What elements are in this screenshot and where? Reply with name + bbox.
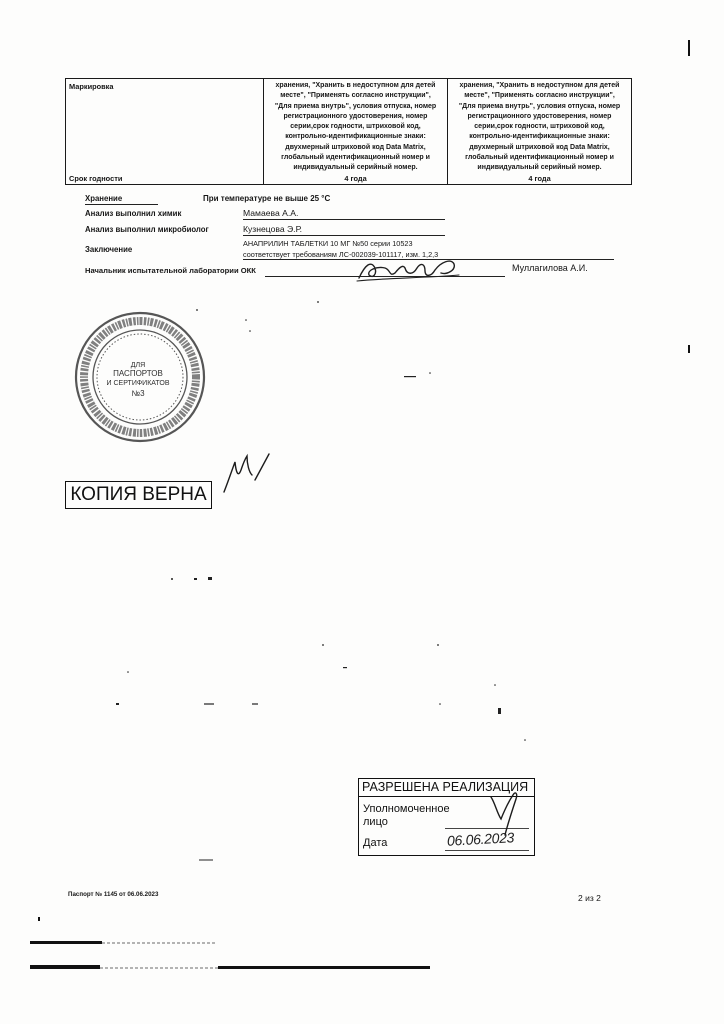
microbiologist-label: Анализ выполнил микробиолог (85, 225, 209, 234)
chemist-label: Анализ выполнил химик (85, 209, 182, 218)
shelf-life-value: 4 года (344, 174, 367, 183)
release-stamp-title: РАЗРЕШЕНА РЕАЛИЗАЦИЯ (362, 780, 529, 794)
handwritten-date: 06.06.2023 (446, 829, 515, 849)
seal-text-line: ПАСПОРТОВ (113, 369, 163, 378)
marking-line: двухмерный штриховой код Data Matrix, (469, 143, 610, 151)
seal-text-line: №3 (131, 389, 145, 398)
marking-line: регистрационного удостоверения, номер (467, 112, 612, 120)
head-name: Муллагилова А.И. (512, 263, 588, 273)
shelf-life-label: Срок годности (69, 174, 123, 183)
marking-line: двухмерный штриховой код Data Matrix, (285, 143, 426, 151)
marking-line: контрольно-идентификационные знаки: (469, 133, 610, 141)
copy-certified-stamp: КОПИЯ ВЕРНА (65, 481, 212, 509)
storage-label: Хранение (85, 194, 123, 203)
marking-line: "Для приема внутрь", условия отпуска, номер (458, 102, 621, 110)
marking-line: глобальный идентификационный номер и (281, 154, 430, 162)
marking-line: регистрационного удостоверения, номер (283, 112, 428, 120)
conclusion-product: АНАПРИЛИН ТАБЛЕТКИ 10 МГ №50 серии 10523 (243, 239, 413, 248)
microbiologist-name: Кузнецова Э.Р. (243, 224, 303, 234)
conclusion-compliance: соответствует требованиям ЛС-002039-101117, изм. 1,2,3 (243, 250, 439, 259)
shelf-life-value: 4 года (528, 174, 551, 183)
marking-line: хранения, "Хранить в недоступном для детей (275, 82, 436, 89)
marking-label: Маркировка (69, 82, 114, 91)
head-label: Начальник испытательной лаборатории ОКК (85, 266, 256, 275)
page-counter: 2 из 2 (578, 893, 601, 903)
passport-number: Паспорт № 1145 от 06.06.2023 (68, 891, 159, 898)
authorized-person-label: Уполномоченное (363, 803, 450, 815)
marking-line: месте", "Применять согласно инструкции", (464, 92, 615, 100)
marking-line: контрольно-идентификационные знаки: (285, 133, 426, 141)
seal-text-line: ДЛЯ (130, 362, 146, 369)
conclusion-label: Заключение (85, 245, 133, 254)
marking-line: индивидуальный серийный номер. (293, 164, 418, 172)
authorized-person-label-2: лицо (363, 816, 388, 828)
date-label: Дата (363, 837, 388, 849)
marking-line: серии,срок годности, штриховой код, (474, 123, 605, 131)
marking-line: глобальный идентификационный номер и (465, 154, 614, 162)
marking-line: месте", "Применять согласно инструкции", (280, 92, 431, 100)
marking-line: серии,срок годности, штриховой код, (290, 123, 421, 131)
storage-value: При температуре не выше 25 °С (203, 194, 331, 203)
marking-line: индивидуальный серийный номер. (477, 164, 602, 172)
chemist-name: Мамаева А.А. (243, 208, 299, 218)
seal-text-line: И СЕРТИФИКАТОВ (106, 380, 170, 387)
marking-line: "Для приема внутрь", условия отпуска, номер (274, 102, 437, 110)
marking-line: хранения, "Хранить в недоступном для детей (459, 82, 620, 89)
